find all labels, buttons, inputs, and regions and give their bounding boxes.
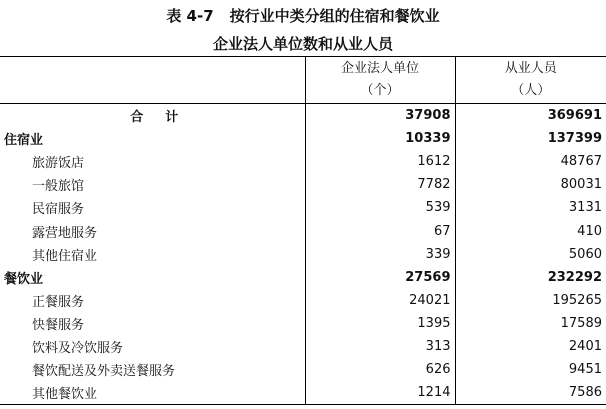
table-title	[0, 5, 606, 26]
row-employees: 5060	[568, 246, 602, 262]
row-label-total	[0, 104, 305, 128]
total-label-b: 计	[165, 110, 179, 126]
row-units: 539	[305, 196, 455, 219]
row-units: 339	[305, 243, 455, 266]
header-employees-name: 从业人员	[504, 61, 557, 76]
row-label: 旅游饭店	[32, 156, 85, 172]
row-units: 24021	[305, 289, 455, 312]
table-row	[0, 335, 606, 358]
row-units: 1395	[305, 312, 455, 335]
row-label: 一般旅馆	[32, 179, 85, 195]
row-employees-total: 369691	[547, 108, 602, 124]
header-units	[305, 57, 455, 104]
row-units: 10339	[305, 127, 455, 150]
row-units: 7782	[305, 173, 455, 196]
header-employees-unit: （人）	[511, 83, 551, 98]
row-units: 1214	[305, 381, 455, 405]
row-employees: 48767	[560, 154, 602, 170]
table-row	[0, 358, 606, 381]
row-label: 其他餐饮业	[0, 381, 305, 405]
table-header-row	[0, 57, 606, 104]
table-title-text: 按行业中类分组的住宿和餐饮业	[229, 7, 440, 25]
table-row	[0, 196, 606, 219]
table-row	[0, 219, 606, 242]
row-employees: 195265	[552, 292, 602, 308]
row-employees: 2401	[568, 338, 602, 354]
row-label: 住宿业	[4, 133, 44, 149]
row-label: 其他住宿业	[32, 248, 98, 264]
table-row	[0, 381, 606, 405]
row-employees: 410	[577, 223, 602, 239]
table-row-category	[0, 266, 606, 289]
row-units: 626	[305, 358, 455, 381]
header-units-name: 企业法人单位	[340, 61, 419, 76]
row-employees: 9451	[568, 362, 602, 378]
row-employees: 80031	[560, 177, 602, 193]
table-row-category	[0, 127, 606, 150]
row-label: 露营地服务	[32, 225, 98, 241]
table-row	[0, 243, 606, 266]
row-units: 27569	[305, 266, 455, 289]
row-label: 餐饮业	[4, 271, 44, 287]
table-row	[0, 289, 606, 312]
table-row	[0, 312, 606, 335]
header-employees	[455, 57, 606, 104]
row-units: 67	[305, 219, 455, 242]
row-label: 快餐服务	[32, 317, 85, 333]
statistics-table	[0, 56, 606, 405]
row-units: 313	[305, 335, 455, 358]
table-subtitle: 企业法人单位数和从业人员	[212, 35, 393, 53]
header-empty-cell	[0, 57, 305, 104]
row-label: 正餐服务	[32, 294, 85, 310]
header-units-unit: （个）	[360, 83, 400, 98]
total-label-a: 合	[130, 110, 144, 126]
table-number: 表 4-7	[166, 7, 214, 25]
table-row	[0, 173, 606, 196]
table-row-total	[0, 104, 606, 128]
row-employees: 7586	[455, 381, 606, 405]
row-label: 民宿服务	[32, 202, 85, 218]
row-units-total: 37908	[305, 104, 455, 128]
row-label: 饮料及冷饮服务	[32, 340, 124, 356]
row-employees: 232292	[547, 269, 602, 285]
row-employees: 137399	[547, 131, 602, 147]
row-employees: 3131	[568, 200, 602, 216]
table-row	[0, 150, 606, 173]
row-label: 餐饮配送及外卖送餐服务	[32, 364, 176, 380]
row-units: 1612	[305, 150, 455, 173]
row-employees: 17589	[560, 315, 602, 331]
